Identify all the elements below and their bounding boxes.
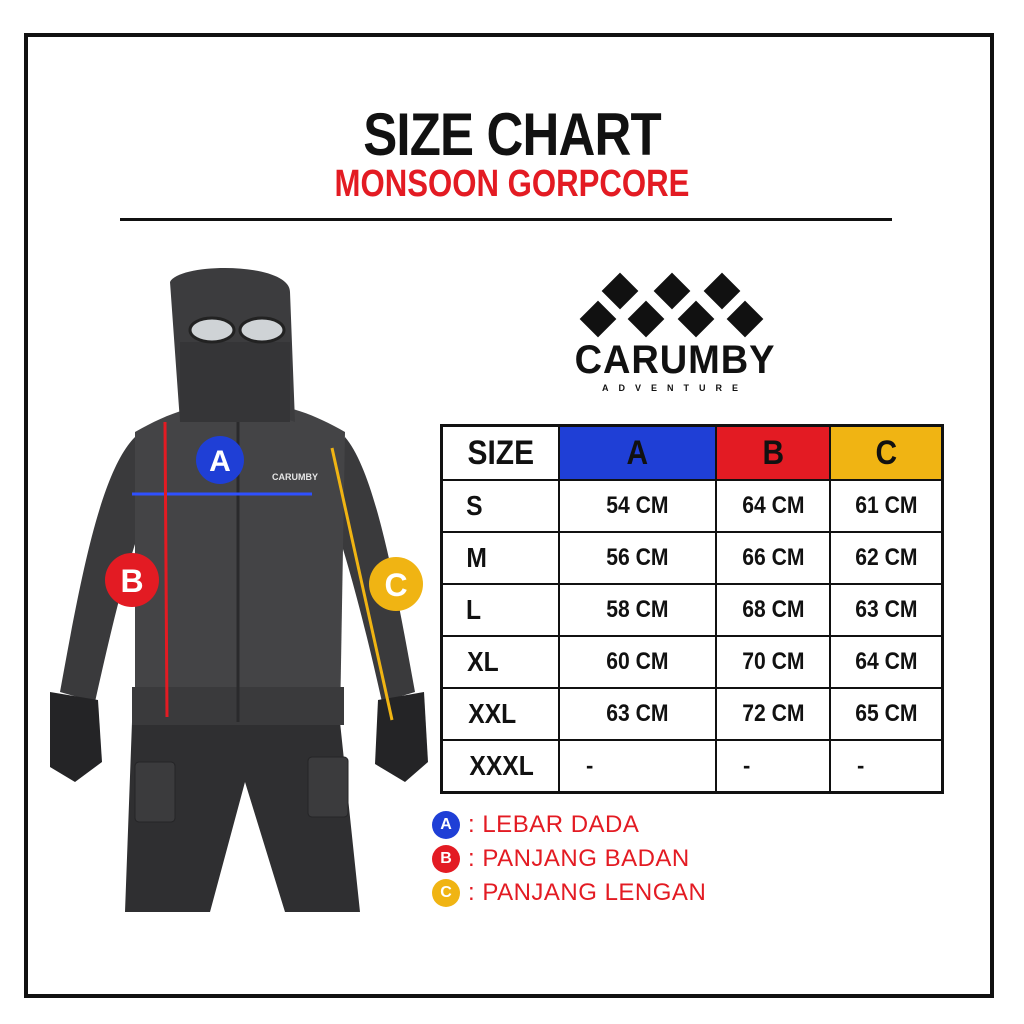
header-size: SIZE [442, 426, 560, 481]
legend-badge-b: B [432, 845, 460, 873]
marker-c-label: C [384, 567, 408, 603]
cargo-pocket-right [308, 757, 348, 817]
value-cell: 60 CM [559, 636, 716, 688]
header-c: C [830, 426, 943, 481]
legend-label-a: : LEBAR DADA [468, 811, 640, 838]
goggle-right [240, 318, 284, 342]
legend-label-b: : PANJANG BADAN [468, 845, 690, 872]
value-cell: - [830, 740, 943, 793]
page-title: SIZE CHART [363, 101, 661, 168]
brand-name: CARUMBY [574, 338, 776, 382]
legend-label-c: : PANJANG LENGAN [468, 879, 707, 906]
value-cell: 66 CM [716, 532, 830, 584]
table-header-row [442, 426, 943, 481]
goggle-left [190, 318, 234, 342]
size-cell: XL [442, 636, 560, 688]
table-row [442, 740, 943, 793]
size-table [440, 424, 944, 794]
jacket-logo: CARUMBY [272, 472, 318, 482]
jacket-photo [40, 262, 440, 912]
value-cell: 63 CM [830, 584, 943, 636]
collar [180, 342, 290, 422]
value-cell: - [559, 740, 716, 793]
value-cell: 64 CM [716, 480, 830, 532]
value-cell: 72 CM [716, 688, 830, 740]
table-row [442, 584, 943, 636]
value-cell: 61 CM [830, 480, 943, 532]
brand-tagline: ADVENTURE [601, 383, 748, 393]
value-cell: 68 CM [716, 584, 830, 636]
value-cell: 58 CM [559, 584, 716, 636]
title-divider [120, 218, 892, 221]
product-name: MONSOON GORPCORE [334, 163, 690, 205]
body-length-line [165, 422, 167, 717]
size-cell: XXL [442, 688, 560, 740]
table-row [442, 636, 943, 688]
value-cell: 56 CM [559, 532, 716, 584]
legend-item-c [432, 876, 706, 910]
legend-item-a [432, 808, 706, 842]
value-cell: 64 CM [830, 636, 943, 688]
right-glove [375, 692, 428, 782]
value-cell: 70 CM [716, 636, 830, 688]
value-cell: 65 CM [830, 688, 943, 740]
header-a: A [559, 426, 716, 481]
value-cell: - [716, 740, 830, 793]
value-cell: 62 CM [830, 532, 943, 584]
cargo-pocket-left [135, 762, 175, 822]
marker-a-label: A [209, 445, 231, 478]
legend-item-b [432, 842, 706, 876]
size-cell: S [442, 480, 560, 532]
table-row [442, 480, 943, 532]
value-cell: 54 CM [559, 480, 716, 532]
size-cell: L [442, 584, 560, 636]
header-b: B [716, 426, 830, 481]
measurement-legend [432, 808, 706, 910]
size-cell: XXXL [442, 740, 560, 793]
legend-badge-c: C [432, 879, 460, 907]
left-glove [50, 692, 102, 782]
legend-badge-a: A [432, 811, 460, 839]
table-row [442, 688, 943, 740]
value-cell: 63 CM [559, 688, 716, 740]
size-cell: M [442, 532, 560, 584]
marker-b-label: B [120, 563, 144, 599]
table-row [442, 532, 943, 584]
